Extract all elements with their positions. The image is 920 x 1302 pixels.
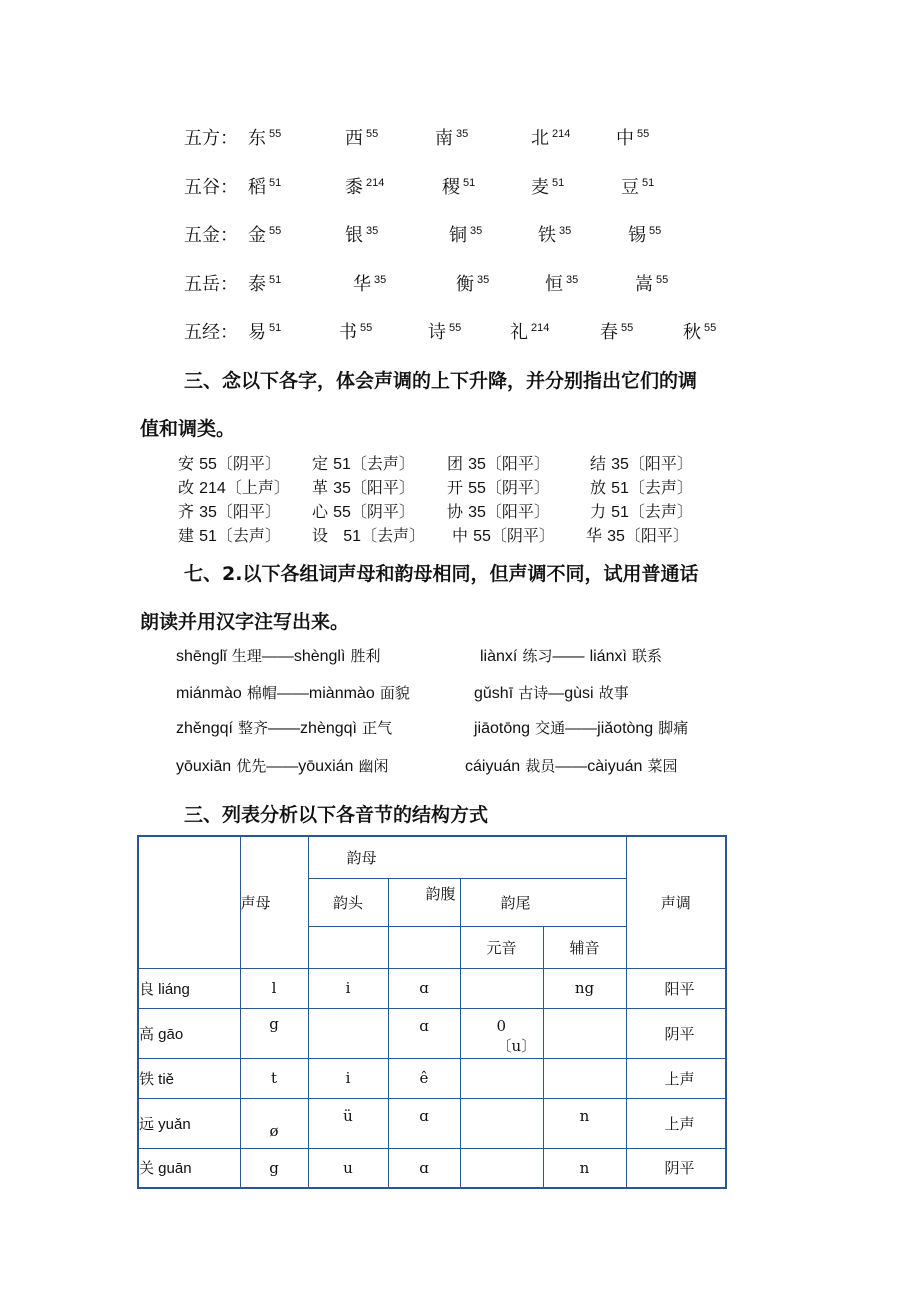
char-tone: 华 $^{35}$ [353, 274, 387, 295]
initial-cell: g [240, 1148, 308, 1188]
section-7-heading-line2: 朗读并用汉字注写出来。 [140, 611, 350, 633]
consonant-cell: ng [543, 968, 626, 1008]
vowel-cell [460, 1098, 543, 1148]
tone-item: 力 51〔去声〕 [590, 502, 693, 521]
medial-cell: i [308, 1058, 388, 1098]
pinyin-pair: yōuxiān 优先——yōuxián 幽闲 [176, 757, 389, 775]
table-row [138, 1098, 726, 1148]
char-tone: 铜 $^{35}$ [449, 225, 483, 246]
wu-line-label: 五经： [184, 322, 238, 343]
table-row [138, 1148, 726, 1188]
tone-cell: 上声 [626, 1098, 726, 1148]
tone-item: 心 55〔阴平〕 [312, 502, 415, 521]
char-tone: 北 $^{214}$ [531, 128, 571, 149]
char-tone: 春 $^{55}$ [600, 322, 634, 343]
header-tone: 声调 [626, 836, 726, 968]
wu-line-label: 五谷： [184, 177, 238, 198]
consonant-cell [543, 1058, 626, 1098]
tone-cell: 阳平 [626, 968, 726, 1008]
tone-item: 革 35〔阳平〕 [312, 478, 415, 497]
char-tone: 泰 $^{51}$ [248, 274, 282, 295]
tone-item: 安 55〔阴平〕 [178, 454, 281, 473]
char-tone: 衡 $^{35}$ [456, 274, 490, 295]
tone-item: 开 55〔阴平〕 [447, 478, 550, 497]
header-medial-blank [308, 926, 388, 968]
vowel-cell [460, 968, 543, 1008]
table-row [138, 1008, 726, 1058]
char-tone: 稻 $^{51}$ [248, 177, 282, 198]
char-tone: 麦 $^{51}$ [531, 177, 565, 198]
char-tone: 黍 $^{214}$ [345, 177, 385, 198]
tone-item: 中 55〔阴平〕 [452, 526, 555, 545]
tone-item: 协 35〔阳平〕 [447, 502, 550, 521]
header-nucleus: 韵腹 [388, 878, 460, 926]
section-3-heading-line1: 三、念以下各字，体会声调的上下升降，并分别指出它们的调 [184, 370, 698, 392]
header-final: 韵母 [308, 836, 626, 878]
initial-cell: t [240, 1058, 308, 1098]
tone-item: 改 214〔上声〕 [178, 478, 290, 497]
tone-cell: 阴平 [626, 1008, 726, 1058]
initial-cell: ø [240, 1098, 308, 1148]
nucleus-cell: ê [388, 1058, 460, 1098]
nucleus-cell: ɑ [388, 1098, 460, 1148]
syllable-cell: 关 guān [138, 1148, 240, 1188]
initial-cell: l [240, 968, 308, 1008]
pinyin-pair: liànxí 练习—— liánxì 联系 [480, 647, 663, 665]
section-7-heading-line1: 七、2.以下各组词声母和韵母相同，但声调不同，试用普通话 [184, 563, 699, 585]
tone-item: 放 51〔去声〕 [590, 478, 693, 497]
pinyin-pair: miánmào 棉帽——miànmào 面貌 [176, 684, 410, 702]
char-tone: 南 $^{35}$ [435, 128, 469, 149]
char-tone: 易 $^{51}$ [248, 322, 282, 343]
char-tone: 东 $^{55}$ [248, 128, 282, 149]
header-empty-cell [138, 836, 240, 968]
char-tone: 恒 $^{35}$ [545, 274, 579, 295]
char-tone: 秋 $^{55}$ [683, 322, 717, 343]
char-tone: 金 $^{55}$ [248, 225, 282, 246]
tone-item: 结 35〔阳平〕 [590, 454, 693, 473]
header-nucleus-blank [388, 926, 460, 968]
tone-item: 设 51〔去声〕 [312, 526, 426, 545]
pinyin-pair: cáiyuán 裁员——càiyuán 菜园 [465, 757, 678, 775]
tone-cell: 阴平 [626, 1148, 726, 1188]
vowel-cell [460, 1058, 543, 1098]
consonant-cell: n [543, 1148, 626, 1188]
pinyin-pair: shēnglǐ 生理——shènglì 胜利 [176, 647, 381, 665]
syllable-cell: 铁 tiě [138, 1058, 240, 1098]
syllable-cell: 良 liáng [138, 968, 240, 1008]
header-consonant: 辅音 [543, 926, 626, 968]
syllable-structure-table [137, 835, 727, 1189]
consonant-cell [543, 1008, 626, 1058]
nucleus-cell: ɑ [388, 968, 460, 1008]
char-tone: 豆 $^{51}$ [621, 177, 655, 198]
medial-cell [308, 1008, 388, 1058]
initial-cell: g [240, 1008, 308, 1058]
tone-item: 团 35〔阳平〕 [447, 454, 550, 473]
section-table-heading: 三、列表分析以下各音节的结构方式 [184, 804, 489, 826]
tone-item: 定 51〔去声〕 [312, 454, 415, 473]
wu-line-label: 五方： [184, 128, 238, 149]
wu-line-label: 五金： [184, 225, 238, 246]
pinyin-pair: jiāotōng 交通——jiǎotòng 脚痛 [474, 719, 689, 737]
tone-item: 建 51〔去声〕 [178, 526, 281, 545]
char-tone: 锡 $^{55}$ [628, 225, 662, 246]
char-tone: 诗 $^{55}$ [428, 322, 462, 343]
table-row [138, 968, 726, 1008]
char-tone: 书 $^{55}$ [339, 322, 373, 343]
nucleus-cell: ɑ [388, 1008, 460, 1058]
nucleus-cell: ɑ [388, 1148, 460, 1188]
medial-cell: u [308, 1148, 388, 1188]
tone-cell: 上声 [626, 1058, 726, 1098]
vowel-cell [460, 1148, 543, 1188]
char-tone: 礼 $^{214}$ [510, 322, 550, 343]
vowel-cell: 0〔u〕 [460, 1008, 543, 1058]
pinyin-pair: zhěngqí 整齐——zhèngqì 正气 [176, 719, 393, 737]
table-row [138, 1058, 726, 1098]
consonant-cell: n [543, 1098, 626, 1148]
section-3-heading-line2: 值和调类。 [140, 418, 236, 440]
syllable-cell: 高 gāo [138, 1008, 240, 1058]
medial-cell: i [308, 968, 388, 1008]
header-medial: 韵头 [308, 878, 388, 926]
pinyin-pair: gǔshī 古诗—gùsi 故事 [474, 684, 629, 702]
char-tone: 铁 $^{35}$ [538, 225, 572, 246]
tone-item: 齐 35〔阳平〕 [178, 502, 281, 521]
char-tone: 嵩 $^{55}$ [635, 274, 669, 295]
header-initial: 声母 [240, 836, 308, 968]
tone-item: 华 35〔阳平〕 [586, 526, 689, 545]
header-vowel: 元音 [460, 926, 543, 968]
char-tone: 银 $^{35}$ [345, 225, 379, 246]
char-tone: 稷 $^{51}$ [442, 177, 476, 198]
header-ending: 韵尾 [460, 878, 626, 926]
wu-line-label: 五岳： [184, 274, 238, 295]
char-tone: 中 $^{55}$ [616, 128, 650, 149]
medial-cell: ü [308, 1098, 388, 1148]
syllable-cell: 远 yuǎn [138, 1098, 240, 1148]
char-tone: 西 $^{55}$ [345, 128, 379, 149]
